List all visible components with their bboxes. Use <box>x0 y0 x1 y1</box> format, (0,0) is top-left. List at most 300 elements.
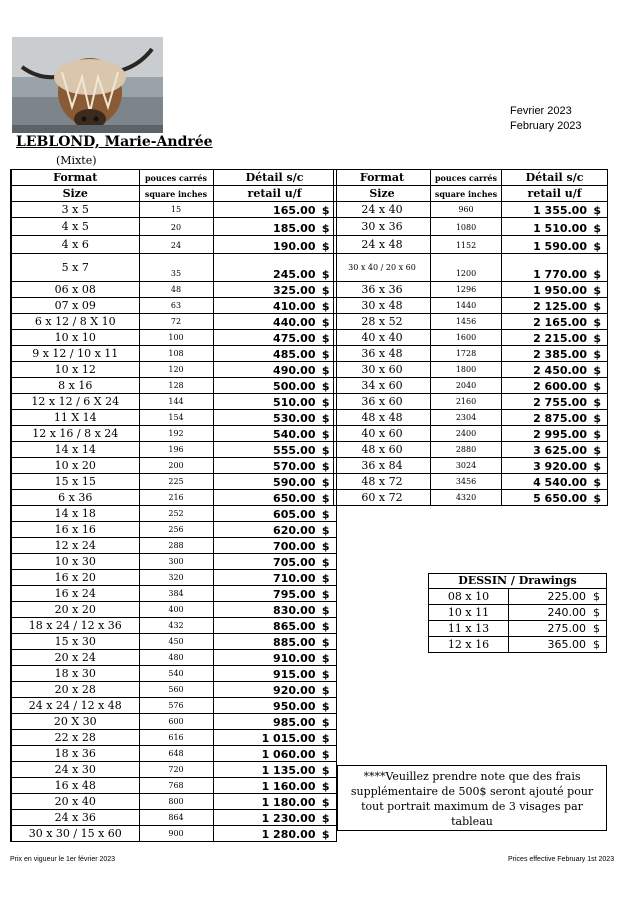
price-value: 2 450.00 <box>533 364 587 377</box>
square-inches-cell: 72 <box>139 314 213 330</box>
format-cell: 24 x 40 <box>334 202 431 218</box>
price-cell <box>213 698 336 714</box>
table-row <box>11 394 336 410</box>
footer-effective-en: Prices effective February 1st 2023 <box>508 856 615 863</box>
highland-cow-painting-icon <box>12 37 163 133</box>
price-value: 950.00 <box>273 700 316 713</box>
table-row <box>334 394 608 410</box>
price-cell <box>213 746 336 762</box>
table-row <box>11 254 336 282</box>
currency-symbol: $ <box>321 508 330 521</box>
price-cell <box>213 394 336 410</box>
price-cell <box>213 522 336 538</box>
format-cell: 07 x 09 <box>11 298 139 314</box>
format-cell: 18 x 24 / 12 x 36 <box>11 618 139 634</box>
drawing-price-cell <box>509 621 607 637</box>
currency-symbol: $ <box>593 316 601 329</box>
price-cell <box>213 650 336 666</box>
table-row <box>11 570 336 586</box>
price-cell <box>213 426 336 442</box>
format-cell: 30 x 40 / 20 x 60 <box>334 254 431 282</box>
currency-symbol: $ <box>321 604 330 617</box>
table-row <box>11 586 336 602</box>
table-row <box>11 378 336 394</box>
drawing-format-cell: 08 x 10 <box>429 589 509 605</box>
format-cell: 20 x 24 <box>11 650 139 666</box>
price-value: 165.00 <box>273 204 316 217</box>
price-cell <box>502 362 608 378</box>
square-inches-cell: 768 <box>139 778 213 794</box>
format-cell: 6 x 12 / 8 X 10 <box>11 314 139 330</box>
currency-symbol: $ <box>593 268 601 281</box>
price-cell <box>213 666 336 682</box>
left-header-format-fr: Format <box>11 170 139 186</box>
square-inches-cell: 108 <box>139 346 213 362</box>
currency-symbol: $ <box>321 284 330 297</box>
format-cell: 20 x 20 <box>11 602 139 618</box>
square-inches-cell: 1296 <box>431 282 502 298</box>
format-cell: 12 x 12 / 6 X 24 <box>11 394 139 410</box>
price-value: 865.00 <box>273 620 316 633</box>
table-row <box>11 236 336 254</box>
date-fr: Fevrier 2023 <box>510 105 572 117</box>
price-cell <box>213 682 336 698</box>
price-cell <box>213 634 336 650</box>
format-cell: 24 x 48 <box>334 236 431 254</box>
square-inches-cell: 2160 <box>431 394 502 410</box>
currency-symbol: $ <box>321 812 330 825</box>
square-inches-cell: 576 <box>139 698 213 714</box>
table-row <box>334 378 608 394</box>
square-inches-cell: 1456 <box>431 314 502 330</box>
format-cell: 14 x 18 <box>11 506 139 522</box>
table-row <box>11 698 336 714</box>
table-row <box>11 298 336 314</box>
square-inches-cell: 252 <box>139 506 213 522</box>
format-cell: 40 x 40 <box>334 330 431 346</box>
square-inches-cell: 1600 <box>431 330 502 346</box>
currency-symbol: $ <box>321 556 330 569</box>
square-inches-cell: 864 <box>139 810 213 826</box>
currency-symbol: $ <box>321 316 330 329</box>
price-value: 2 125.00 <box>533 300 587 313</box>
square-inches-cell: 2040 <box>431 378 502 394</box>
table-row <box>11 618 336 634</box>
price-cell <box>502 236 608 254</box>
format-cell: 16 x 20 <box>11 570 139 586</box>
currency-symbol: $ <box>593 204 601 217</box>
price-cell <box>213 506 336 522</box>
price-cell <box>502 254 608 282</box>
footer-effective-fr: Prix en vigueur le 1er février 2023 <box>10 856 116 863</box>
currency-symbol: $ <box>321 668 330 681</box>
currency-symbol: $ <box>321 444 330 457</box>
currency-symbol: $ <box>321 396 330 409</box>
table-row <box>11 410 336 426</box>
square-inches-cell: 1200 <box>431 254 502 282</box>
square-inches-cell: 2304 <box>431 410 502 426</box>
format-cell: 34 x 60 <box>334 378 431 394</box>
currency-symbol: $ <box>593 605 601 619</box>
table-row <box>11 490 336 506</box>
price-cell <box>213 554 336 570</box>
price-value: 830.00 <box>273 604 316 617</box>
price-value: 650.00 <box>273 492 316 505</box>
table-row <box>334 362 608 378</box>
price-cell <box>502 330 608 346</box>
portrait-fee-note: ****Veuillez prendre note que des frais supplémentaire de 500$ seront ajouté pour tout portrait maximum de 3 visages par tableau <box>337 765 607 831</box>
price-cell <box>502 394 608 410</box>
square-inches-cell: 20 <box>139 218 213 236</box>
price-cell <box>213 236 336 254</box>
square-inches-cell: 2880 <box>431 442 502 458</box>
price-value: 1 230.00 <box>261 812 316 825</box>
format-cell: 48 x 72 <box>334 474 431 490</box>
price-cell <box>213 254 336 282</box>
right-header-sq-fr: pouces carrés <box>431 170 502 186</box>
square-inches-cell: 300 <box>139 554 213 570</box>
currency-symbol: $ <box>321 240 330 253</box>
table-row <box>11 778 336 794</box>
square-inches-cell: 35 <box>139 254 213 282</box>
table-row <box>11 666 336 682</box>
square-inches-cell: 480 <box>139 650 213 666</box>
square-inches-cell: 432 <box>139 618 213 634</box>
square-inches-cell: 600 <box>139 714 213 730</box>
price-value: 500.00 <box>273 380 316 393</box>
format-cell: 28 x 52 <box>334 314 431 330</box>
table-row <box>429 605 607 621</box>
price-cell <box>213 378 336 394</box>
format-cell: 48 x 48 <box>334 410 431 426</box>
drawings-title: DESSIN / Drawings <box>429 574 607 589</box>
table-row <box>11 538 336 554</box>
table-row <box>334 490 608 506</box>
drawing-price-cell <box>509 637 607 653</box>
table-row <box>11 554 336 570</box>
format-cell: 3 x 5 <box>11 202 139 218</box>
currency-symbol: $ <box>321 796 330 809</box>
square-inches-cell: 288 <box>139 538 213 554</box>
square-inches-cell: 1800 <box>431 362 502 378</box>
right-header-sq-en: square inches <box>431 186 502 202</box>
price-cell <box>213 442 336 458</box>
format-cell: 36 x 84 <box>334 458 431 474</box>
price-cell <box>502 202 608 218</box>
square-inches-cell: 144 <box>139 394 213 410</box>
price-value: 530.00 <box>273 412 316 425</box>
currency-symbol: $ <box>321 492 330 505</box>
price-value: 475.00 <box>273 332 316 345</box>
price-cell <box>502 314 608 330</box>
price-value: 225.00 <box>547 589 587 603</box>
table-row <box>11 650 336 666</box>
table-row <box>11 522 336 538</box>
table-row <box>334 474 608 490</box>
currency-symbol: $ <box>593 428 601 441</box>
currency-symbol: $ <box>321 268 330 281</box>
square-inches-cell: 540 <box>139 666 213 682</box>
price-value: 510.00 <box>273 396 316 409</box>
date-block <box>510 104 582 134</box>
format-cell: 10 x 30 <box>11 554 139 570</box>
format-cell: 20 X 30 <box>11 714 139 730</box>
format-cell: 20 x 28 <box>11 682 139 698</box>
currency-symbol: $ <box>593 300 601 313</box>
table-row <box>11 730 336 746</box>
square-inches-cell: 192 <box>139 426 213 442</box>
table-row <box>334 330 608 346</box>
drawing-format-cell: 11 x 13 <box>429 621 509 637</box>
price-cell <box>213 490 336 506</box>
format-cell: 30 x 60 <box>334 362 431 378</box>
price-cell <box>502 282 608 298</box>
table-row <box>11 282 336 298</box>
format-cell: 40 x 60 <box>334 426 431 442</box>
table-row <box>11 426 336 442</box>
format-cell: 6 x 36 <box>11 490 139 506</box>
table-row <box>334 426 608 442</box>
price-value: 440.00 <box>273 316 316 329</box>
price-cell <box>213 586 336 602</box>
price-value: 1 280.00 <box>261 828 316 841</box>
price-value: 1 355.00 <box>533 204 587 217</box>
format-cell: 5 x 7 <box>11 254 139 282</box>
currency-symbol: $ <box>321 300 330 313</box>
format-cell: 18 x 36 <box>11 746 139 762</box>
format-cell: 36 x 60 <box>334 394 431 410</box>
price-cell <box>213 458 336 474</box>
drawings-table <box>428 573 607 653</box>
table-row <box>11 634 336 650</box>
drawing-price-cell <box>509 589 607 605</box>
format-cell: 60 x 72 <box>334 490 431 506</box>
format-cell: 24 x 24 / 12 x 48 <box>11 698 139 714</box>
currency-symbol: $ <box>321 364 330 377</box>
format-cell: 10 x 12 <box>11 362 139 378</box>
price-value: 555.00 <box>273 444 316 457</box>
currency-symbol: $ <box>321 572 330 585</box>
table-row <box>334 298 608 314</box>
price-value: 3 625.00 <box>533 444 587 457</box>
price-value: 710.00 <box>273 572 316 585</box>
square-inches-cell: 960 <box>431 202 502 218</box>
price-value: 920.00 <box>273 684 316 697</box>
format-cell: 16 x 24 <box>11 586 139 602</box>
price-value: 1 180.00 <box>261 796 316 809</box>
currency-symbol: $ <box>593 412 601 425</box>
table-row <box>334 458 608 474</box>
price-value: 570.00 <box>273 460 316 473</box>
drawing-format-cell: 12 x 16 <box>429 637 509 653</box>
price-cell <box>502 346 608 362</box>
table-row <box>334 282 608 298</box>
currency-symbol: $ <box>593 460 601 473</box>
currency-symbol: $ <box>321 764 330 777</box>
price-cell <box>213 218 336 236</box>
square-inches-cell: 720 <box>139 762 213 778</box>
currency-symbol: $ <box>593 284 601 297</box>
table-row <box>11 362 336 378</box>
price-cell <box>213 330 336 346</box>
format-cell: 20 x 40 <box>11 794 139 810</box>
price-value: 245.00 <box>273 268 316 281</box>
currency-symbol: $ <box>321 222 330 235</box>
format-cell: 16 x 48 <box>11 778 139 794</box>
price-cell <box>502 474 608 490</box>
price-value: 490.00 <box>273 364 316 377</box>
price-value: 2 755.00 <box>533 396 587 409</box>
format-cell: 24 x 36 <box>11 810 139 826</box>
square-inches-cell: 120 <box>139 362 213 378</box>
price-cell <box>502 426 608 442</box>
table-row <box>334 314 608 330</box>
currency-symbol: $ <box>321 780 330 793</box>
format-cell: 12 x 24 <box>11 538 139 554</box>
price-cell <box>213 538 336 554</box>
format-cell: 18 x 30 <box>11 666 139 682</box>
price-value: 590.00 <box>273 476 316 489</box>
square-inches-cell: 400 <box>139 602 213 618</box>
currency-symbol: $ <box>321 540 330 553</box>
format-cell: 24 x 30 <box>11 762 139 778</box>
price-value: 1 770.00 <box>533 268 587 281</box>
date-en: February 2023 <box>510 120 582 132</box>
price-value: 275.00 <box>547 621 587 635</box>
currency-symbol: $ <box>593 380 601 393</box>
square-inches-cell: 384 <box>139 586 213 602</box>
table-row <box>11 762 336 778</box>
table-row <box>11 202 336 218</box>
price-value: 2 995.00 <box>533 428 587 441</box>
table-row <box>334 236 608 254</box>
currency-symbol: $ <box>321 716 330 729</box>
currency-symbol: $ <box>593 637 601 651</box>
drawing-format-cell: 10 x 11 <box>429 605 509 621</box>
currency-symbol: $ <box>321 732 330 745</box>
price-cell <box>213 410 336 426</box>
price-cell <box>213 314 336 330</box>
price-cell <box>213 618 336 634</box>
square-inches-cell: 48 <box>139 282 213 298</box>
currency-symbol: $ <box>321 204 330 217</box>
table-row <box>11 346 336 362</box>
currency-symbol: $ <box>321 700 330 713</box>
square-inches-cell: 616 <box>139 730 213 746</box>
price-value: 1 590.00 <box>533 240 587 253</box>
square-inches-cell: 154 <box>139 410 213 426</box>
table-row <box>334 202 608 218</box>
format-cell: 9 x 12 / 10 x 11 <box>11 346 139 362</box>
table-row <box>11 826 336 842</box>
currency-symbol: $ <box>321 748 330 761</box>
format-cell: 36 x 48 <box>334 346 431 362</box>
price-value: 795.00 <box>273 588 316 601</box>
format-cell: 10 x 10 <box>11 330 139 346</box>
format-cell: 36 x 36 <box>334 282 431 298</box>
price-value: 2 165.00 <box>533 316 587 329</box>
price-cell <box>213 714 336 730</box>
price-cell <box>213 794 336 810</box>
medium-label: (Mixte) <box>56 154 97 167</box>
right-header-format-fr: Format <box>334 170 431 186</box>
price-value: 365.00 <box>547 637 587 651</box>
price-value: 190.00 <box>273 240 316 253</box>
left-header-sq-en: square inches <box>139 186 213 202</box>
table-row <box>429 637 607 653</box>
currency-symbol: $ <box>593 444 601 457</box>
price-value: 540.00 <box>273 428 316 441</box>
format-cell: 8 x 16 <box>11 378 139 394</box>
table-row <box>11 506 336 522</box>
currency-symbol: $ <box>321 332 330 345</box>
square-inches-cell: 648 <box>139 746 213 762</box>
price-cell <box>502 218 608 236</box>
table-row <box>11 314 336 330</box>
right-header-price-en: retail u/f <box>502 186 608 202</box>
price-value: 240.00 <box>547 605 587 619</box>
table-row <box>334 254 608 282</box>
table-row <box>334 346 608 362</box>
price-cell <box>213 298 336 314</box>
square-inches-cell: 2400 <box>431 426 502 442</box>
price-value: 5 650.00 <box>533 492 587 505</box>
currency-symbol: $ <box>593 364 601 377</box>
square-inches-cell: 1440 <box>431 298 502 314</box>
price-value: 605.00 <box>273 508 316 521</box>
format-cell: 22 x 28 <box>11 730 139 746</box>
square-inches-cell: 560 <box>139 682 213 698</box>
format-cell: 11 X 14 <box>11 410 139 426</box>
table-row <box>11 218 336 236</box>
price-cell <box>213 602 336 618</box>
format-cell: 4 x 5 <box>11 218 139 236</box>
currency-symbol: $ <box>593 396 601 409</box>
price-cell <box>502 410 608 426</box>
currency-symbol: $ <box>321 652 330 665</box>
square-inches-cell: 450 <box>139 634 213 650</box>
square-inches-cell: 216 <box>139 490 213 506</box>
right-header-format-en: Size <box>334 186 431 202</box>
square-inches-cell: 15 <box>139 202 213 218</box>
square-inches-cell: 1728 <box>431 346 502 362</box>
currency-symbol: $ <box>593 348 601 361</box>
price-value: 1 510.00 <box>533 222 587 235</box>
price-value: 2 215.00 <box>533 332 587 345</box>
left-header-format-en: Size <box>11 186 139 202</box>
table-row <box>11 330 336 346</box>
price-value: 985.00 <box>273 716 316 729</box>
price-value: 705.00 <box>273 556 316 569</box>
left-header-sq-fr: pouces carrés <box>139 170 213 186</box>
format-cell: 14 x 14 <box>11 442 139 458</box>
format-cell: 30 x 36 <box>334 218 431 236</box>
price-cell <box>213 762 336 778</box>
square-inches-cell: 225 <box>139 474 213 490</box>
table-row <box>11 602 336 618</box>
price-cell <box>502 378 608 394</box>
drawing-price-cell <box>509 605 607 621</box>
currency-symbol: $ <box>321 828 330 841</box>
currency-symbol: $ <box>321 428 330 441</box>
price-value: 1 950.00 <box>533 284 587 297</box>
price-value: 325.00 <box>273 284 316 297</box>
square-inches-cell: 3456 <box>431 474 502 490</box>
square-inches-cell: 800 <box>139 794 213 810</box>
table-row <box>11 458 336 474</box>
price-cell <box>213 362 336 378</box>
price-value: 1 060.00 <box>261 748 316 761</box>
